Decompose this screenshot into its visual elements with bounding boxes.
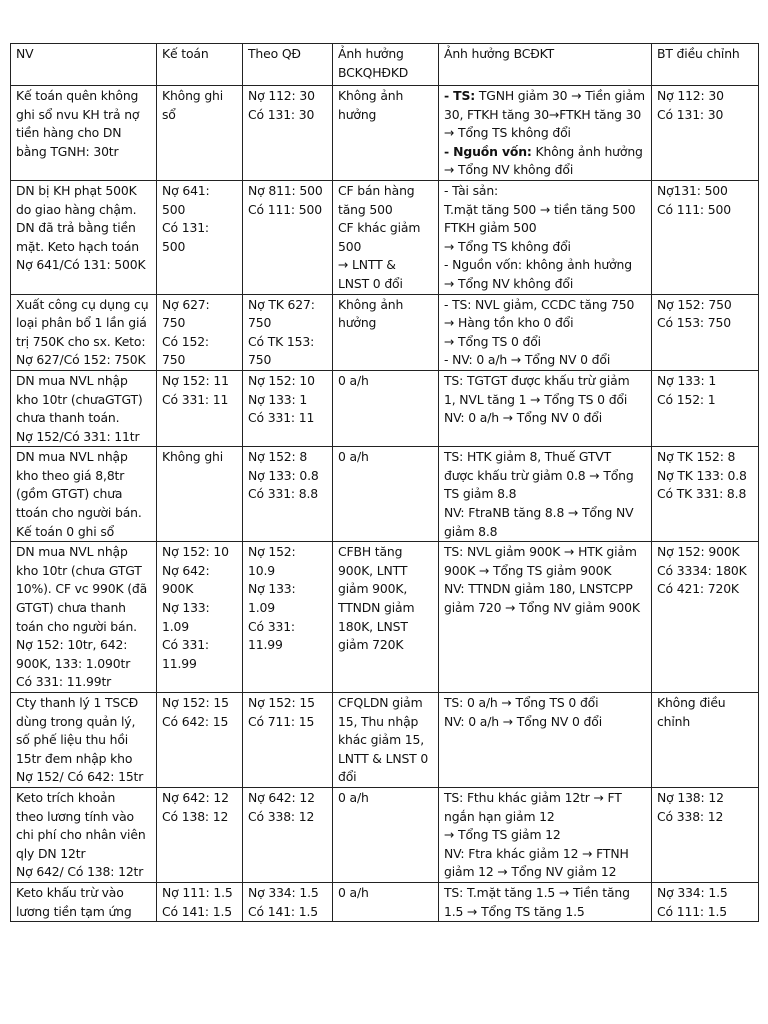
- cell-bcdkt: [439, 370, 652, 446]
- cell-theo-qd: Nợ 334: 1.5 Có 141: 1.5: [243, 882, 333, 921]
- header-theo-qd: Theo QĐ: [243, 44, 333, 86]
- cell-theo-qd: Nợ 152: 10.9 Nợ 133: 1.09 Có 331: 11.99: [243, 542, 333, 693]
- cell-bckqhdkd: 0 a/h: [333, 447, 439, 542]
- cell-bcdkt: [439, 787, 652, 882]
- table-row: [11, 370, 759, 446]
- bcdkt-text: TS: 0 a/h → Tổng TS 0 đổi NV: 0 a/h → Tổng NV 0 đổi: [444, 695, 602, 729]
- cell-bckqhdkd: Không ảnh hưởng: [333, 86, 439, 181]
- cell-ke-toan: Nợ 152: 15 Có 642: 15: [157, 693, 243, 788]
- cell-bckqhdkd: 0 a/h: [333, 370, 439, 446]
- cell-bt-dieu-chinh: Nợ131: 500 Có 111: 500: [652, 180, 759, 294]
- cell-theo-qd: Nợ 811: 500 Có 111: 500: [243, 180, 333, 294]
- bcdkt-text: TS: HTK giảm 8, Thuế GTVT được khấu trừ giảm 0.8 → Tổng TS giảm 8.8 NV: FtraNB tăng 8.8 → Tổng NV giảm 8.8: [444, 449, 634, 539]
- cell-theo-qd: Nợ 152: 15 Có 711: 15: [243, 693, 333, 788]
- table-row: [11, 180, 759, 294]
- table-row: [11, 542, 759, 693]
- header-nv: NV: [11, 44, 157, 86]
- bcdkt-text: TS: T.mặt tăng 1.5 → Tiền tăng 1.5 → Tổng TS tăng 1.5: [444, 884, 630, 919]
- cell-bcdkt: [439, 693, 652, 788]
- cell-theo-qd: Nợ 112: 30 Có 131: 30: [243, 86, 333, 181]
- cell-bcdkt: [439, 447, 652, 542]
- cell-theo-qd: Nợ 152: 8 Nợ 133: 0.8 Có 331: 8.8: [243, 447, 333, 542]
- table-row: [11, 693, 759, 788]
- table-row: [11, 86, 759, 181]
- cell-bt-dieu-chinh: Không điều chỉnh: [652, 693, 759, 788]
- cell-ke-toan: Nợ 642: 12 Có 138: 12: [157, 787, 243, 882]
- cell-bckqhdkd: CFBH tăng 900K, LNTT giảm 900K, TTNDN giảm 180K, LNST giảm 720K: [333, 542, 439, 693]
- cell-bt-dieu-chinh: Nợ 152: 900K Có 3334: 180K Có 421: 720K: [652, 542, 759, 693]
- cell-nv: Keto khấu trừ vào lương tiền tạm ứng: [11, 882, 157, 921]
- bcdkt-text: TS: Fthu khác giảm 12tr → FT ngắn hạn giảm 12 → Tổng TS giảm 12 NV: Ftra khác giảm 12 → FTNH giảm 12 → Tổng NV giảm 12: [444, 789, 629, 880]
- cell-ke-toan: Nợ 152: 11 Có 331: 11: [157, 370, 243, 446]
- cell-nv: DN mua NVL nhập kho 10tr (chưaGTGT) chưa thanh toán. Nợ 152/Có 331: 11tr: [11, 370, 157, 446]
- bcdkt-text: TS: TGTGT được khấu trừ giảm 1, NVL tăng 1 → Tổng TS 0 đổi NV: 0 a/h → Tổng NV 0 đổi: [444, 372, 630, 426]
- bcdkt-text: - Tài sản: T.mặt tăng 500 → tiền tăng 500 FTKH giảm 500 → Tổng TS không đổi - Nguồn vốn: không ảnh hưởng → Tổng NV không đổi: [444, 182, 636, 291]
- cell-bt-dieu-chinh: Nợ 152: 750 Có 153: 750: [652, 294, 759, 370]
- table-row: [11, 294, 759, 370]
- cell-bcdkt: [439, 294, 652, 370]
- cell-bckqhdkd: CF bán hàng tăng 500 CF khác giảm 500 → LNTT & LNST 0 đổi: [333, 180, 439, 294]
- header-row: [11, 44, 759, 86]
- cell-bcdkt: [439, 882, 652, 921]
- cell-bt-dieu-chinh: Nợ 334: 1.5 Có 111: 1.5: [652, 882, 759, 921]
- cell-bcdkt: [439, 180, 652, 294]
- header-bt-dieu-chinh: BT điều chỉnh: [652, 44, 759, 86]
- cell-bt-dieu-chinh: Nợ 112: 30 Có 131: 30: [652, 86, 759, 181]
- cell-nv: DN mua NVL nhập kho 10tr (chưa GTGT 10%). CF vc 990K (đã GTGT) chưa thanh toán cho người bán. Nợ 152: 10tr, 642: 900K, 133: 1.090tr Có 331: 11.99tr: [11, 542, 157, 693]
- bcdkt-heading: - Nguồn vốn:: [444, 143, 532, 159]
- cell-bckqhdkd: 0 a/h: [333, 882, 439, 921]
- header-ke-toan: Kế toán: [157, 44, 243, 86]
- header-bckqhdkd: Ảnh hưởng BCKQHĐKD: [333, 44, 439, 86]
- cell-theo-qd: Nợ TK 627: 750 Có TK 153: 750: [243, 294, 333, 370]
- cell-ke-toan: Nợ 641: 500 Có 131: 500: [157, 180, 243, 294]
- cell-bt-dieu-chinh: Nợ TK 152: 8 Nợ TK 133: 0.8 Có TK 331: 8.8: [652, 447, 759, 542]
- cell-ke-toan: Không ghi: [157, 447, 243, 542]
- bcdkt-text: - TS: NVL giảm, CCDC tăng 750 → Hàng tồn kho 0 đổi → Tổng TS 0 đổi - NV: 0 a/h → Tổng NV 0 đổi: [444, 296, 635, 368]
- cell-ke-toan: Nợ 111: 1.5 Có 141: 1.5: [157, 882, 243, 921]
- cell-nv: Keto trích khoản theo lương tính vào chi phí cho nhân viên qly DN 12tr Nợ 642/ Có 138: 12tr: [11, 787, 157, 882]
- bcdkt-text: Không ảnh hưởng → Tổng NV không đổi: [444, 143, 643, 178]
- cell-bt-dieu-chinh: Nợ 133: 1 Có 152: 1: [652, 370, 759, 446]
- cell-nv: DN mua NVL nhập kho theo giá 8,8tr (gồm GTGT) chưa ttoán cho người bán. Kế toán 0 ghi sổ: [11, 447, 157, 542]
- cell-nv: Xuất công cụ dụng cụ loại phân bổ 1 lần giá trị 750K cho sx. Keto: Nợ 627/Có 152: 750K: [11, 294, 157, 370]
- cell-ke-toan: Nợ 627: 750 Có 152: 750: [157, 294, 243, 370]
- bcdkt-heading: - TS:: [444, 88, 476, 103]
- bcdkt-text: TS: NVL giảm 900K → HTK giảm 900K → Tổng TS giảm 900K NV: TTNDN giảm 180, LNSTCPP giảm 720 → Tổng NV giảm 900K: [444, 544, 640, 616]
- table-row: [11, 447, 759, 542]
- bcdkt-text: TGNH giảm 30 → Tiền giảm 30, FTKH tăng 30→FTKH tăng 30 → Tổng TS không đổi: [444, 88, 645, 141]
- cell-bcdkt: [439, 542, 652, 693]
- cell-ke-toan: Nợ 152: 10 Nợ 642: 900K Nợ 133: 1.09 Có 331: 11.99: [157, 542, 243, 693]
- header-bcdkt: Ảnh hưởng BCĐKT: [439, 44, 652, 86]
- cell-theo-qd: Nợ 152: 10 Nợ 133: 1 Có 331: 11: [243, 370, 333, 446]
- cell-ke-toan: Không ghi sổ: [157, 86, 243, 181]
- cell-theo-qd: Nợ 642: 12 Có 338: 12: [243, 787, 333, 882]
- cell-bcdkt: [439, 86, 652, 181]
- cell-nv: DN bị KH phạt 500K do giao hàng chậm. DN đã trả bằng tiền mặt. Keto hạch toán Nợ 641/Có 131: 500K: [11, 180, 157, 294]
- cell-bckqhdkd: CFQLDN giảm 15, Thu nhập khác giảm 15, LNTT & LNST 0 đổi: [333, 693, 439, 788]
- cell-bt-dieu-chinh: Nợ 138: 12 Có 338: 12: [652, 787, 759, 882]
- cell-bckqhdkd: Không ảnh hưởng: [333, 294, 439, 370]
- table-row: [11, 787, 759, 882]
- table-row: [11, 882, 759, 921]
- cell-bckqhdkd: 0 a/h: [333, 787, 439, 882]
- cell-nv: Cty thanh lý 1 TSCĐ dùng trong quản lý, số phế liệu thu hồi 15tr đem nhập kho Nợ 152/ Có 642: 15tr: [11, 693, 157, 788]
- adjustment-table: [10, 43, 759, 922]
- cell-nv: Kế toán quên không ghi sổ nvu KH trả nợ tiền hàng cho DN bằng TGNH: 30tr: [11, 86, 157, 181]
